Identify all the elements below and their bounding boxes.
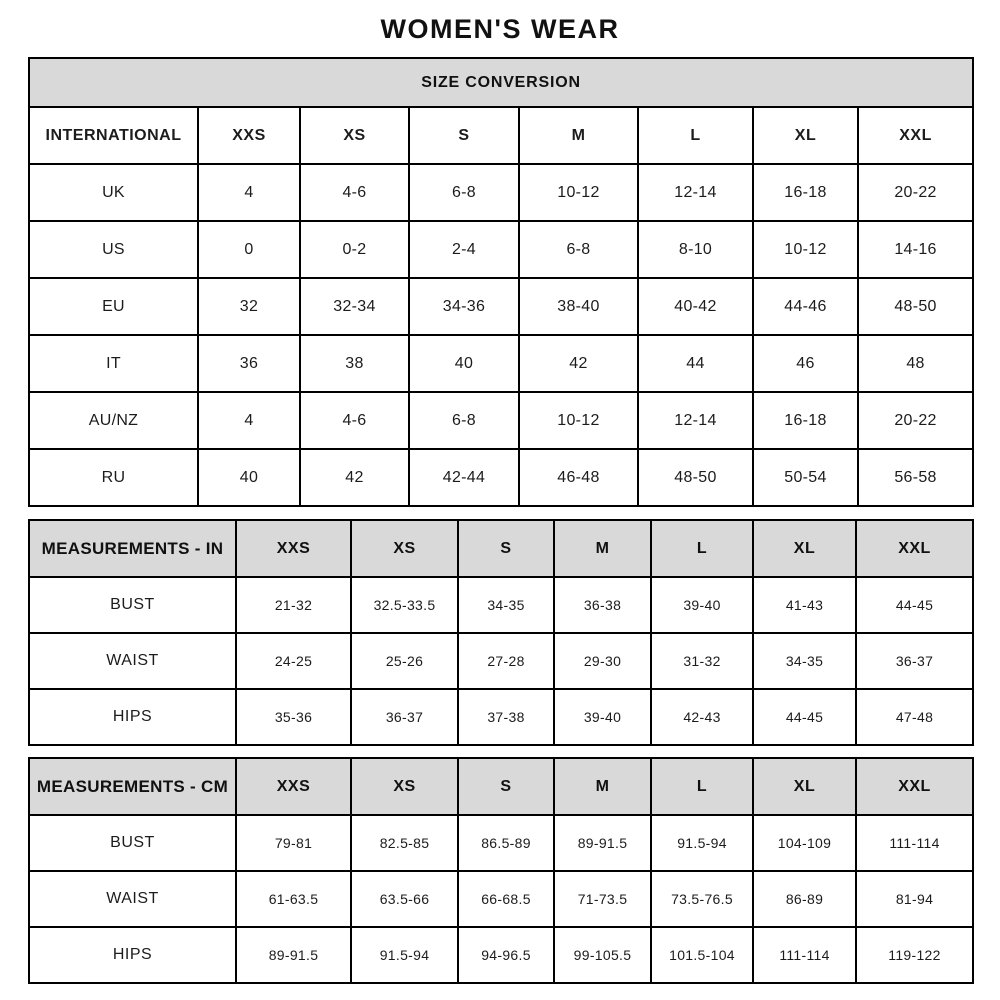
data-cell: 79-81: [236, 815, 351, 871]
row-label-cell: WAIST: [29, 633, 236, 689]
page-title: WOMEN'S WEAR: [380, 14, 620, 44]
column-header-row: [29, 107, 973, 164]
data-cell: 39-40: [554, 689, 651, 745]
data-cell: 32.5-33.5: [351, 577, 458, 633]
size-conversion-table: [28, 57, 974, 507]
data-cell: 61-63.5: [236, 871, 351, 927]
data-cell: 38-40: [519, 278, 638, 335]
row-label-cell: UK: [29, 164, 198, 221]
column-header-row: [29, 758, 973, 815]
data-cell: 91.5-94: [651, 815, 753, 871]
col-header-cell: XS: [351, 758, 458, 815]
data-cell: 89-91.5: [554, 815, 651, 871]
data-cell: 40-42: [638, 278, 753, 335]
data-cell: 12-14: [638, 164, 753, 221]
data-cell: 38: [300, 335, 409, 392]
data-cell: 81-94: [856, 871, 973, 927]
table-row: [29, 689, 973, 745]
data-cell: 34-35: [458, 577, 554, 633]
data-cell: 12-14: [638, 392, 753, 449]
col-header-cell: XXS: [236, 758, 351, 815]
data-cell: 101.5-104: [651, 927, 753, 983]
data-cell: 44-45: [856, 577, 973, 633]
row-label-cell: WAIST: [29, 871, 236, 927]
data-cell: 2-4: [409, 221, 519, 278]
data-cell: 42-43: [651, 689, 753, 745]
data-cell: 47-48: [856, 689, 973, 745]
data-cell: 44-46: [753, 278, 858, 335]
row-label-cell: BUST: [29, 577, 236, 633]
data-cell: 46: [753, 335, 858, 392]
data-cell: 36: [198, 335, 300, 392]
data-cell: 46-48: [519, 449, 638, 506]
data-cell: 41-43: [753, 577, 856, 633]
table-gap: [0, 746, 1000, 757]
data-cell: 24-25: [236, 633, 351, 689]
col-header-cell: INTERNATIONAL: [29, 107, 198, 164]
data-cell: 104-109: [753, 815, 856, 871]
col-header-cell: S: [458, 758, 554, 815]
col-header-cell: L: [651, 758, 753, 815]
data-cell: 86.5-89: [458, 815, 554, 871]
data-cell: 56-58: [858, 449, 973, 506]
row-label-cell: RU: [29, 449, 198, 506]
data-cell: 66-68.5: [458, 871, 554, 927]
data-cell: 4-6: [300, 164, 409, 221]
data-cell: 16-18: [753, 164, 858, 221]
col-header-cell: L: [638, 107, 753, 164]
data-cell: 36-38: [554, 577, 651, 633]
data-cell: 25-26: [351, 633, 458, 689]
col-header-cell: XS: [351, 520, 458, 577]
data-cell: 6-8: [409, 164, 519, 221]
col-header-cell: M: [554, 520, 651, 577]
data-cell: 73.5-76.5: [651, 871, 753, 927]
col-header-cell: L: [651, 520, 753, 577]
table-row: [29, 335, 973, 392]
data-cell: 111-114: [753, 927, 856, 983]
table-row: [29, 815, 973, 871]
col-header-cell: XL: [753, 107, 858, 164]
data-cell: 27-28: [458, 633, 554, 689]
data-cell: 0-2: [300, 221, 409, 278]
size-conversion-title-cell: SIZE CONVERSION: [29, 58, 973, 107]
table-row: [29, 392, 973, 449]
data-cell: 111-114: [856, 815, 973, 871]
col-header-cell: S: [458, 520, 554, 577]
row-label-cell: EU: [29, 278, 198, 335]
col-header-cell: XL: [753, 520, 856, 577]
row-label-cell: US: [29, 221, 198, 278]
data-cell: 37-38: [458, 689, 554, 745]
data-cell: 4: [198, 164, 300, 221]
table-row: [29, 577, 973, 633]
data-cell: 91.5-94: [351, 927, 458, 983]
data-cell: 32: [198, 278, 300, 335]
data-cell: 21-32: [236, 577, 351, 633]
data-cell: 10-12: [519, 164, 638, 221]
data-cell: 35-36: [236, 689, 351, 745]
data-cell: 29-30: [554, 633, 651, 689]
table-header-row: [29, 58, 973, 107]
row-label-cell: HIPS: [29, 927, 236, 983]
col-header-cell: XXL: [856, 758, 973, 815]
data-cell: 4: [198, 392, 300, 449]
data-cell: 20-22: [858, 164, 973, 221]
data-cell: 119-122: [856, 927, 973, 983]
data-cell: 48-50: [638, 449, 753, 506]
data-cell: 16-18: [753, 392, 858, 449]
col-header-cell: XXS: [198, 107, 300, 164]
data-cell: 0: [198, 221, 300, 278]
data-cell: 94-96.5: [458, 927, 554, 983]
table-row: [29, 633, 973, 689]
row-label-cell: IT: [29, 335, 198, 392]
data-cell: 40: [198, 449, 300, 506]
data-cell: 6-8: [409, 392, 519, 449]
measurements-in-table: [28, 519, 974, 746]
data-cell: 32-34: [300, 278, 409, 335]
data-cell: 34-35: [753, 633, 856, 689]
column-header-row: [29, 520, 973, 577]
col-header-cell: XXS: [236, 520, 351, 577]
table-row: [29, 871, 973, 927]
table-row: [29, 449, 973, 506]
table-gap: [0, 507, 1000, 519]
row-label-cell: BUST: [29, 815, 236, 871]
data-cell: 34-36: [409, 278, 519, 335]
table-row: [29, 221, 973, 278]
data-cell: 86-89: [753, 871, 856, 927]
data-cell: 99-105.5: [554, 927, 651, 983]
table-row: [29, 927, 973, 983]
table-row: [29, 278, 973, 335]
col-header-cell: M: [554, 758, 651, 815]
data-cell: 44: [638, 335, 753, 392]
measurements-cm-title-cell: MEASUREMENTS - CM: [29, 758, 236, 815]
data-cell: 89-91.5: [236, 927, 351, 983]
data-cell: 4-6: [300, 392, 409, 449]
row-label-cell: HIPS: [29, 689, 236, 745]
row-label-cell: AU/NZ: [29, 392, 198, 449]
measurements-cm-table: [28, 757, 974, 984]
table-row: [29, 164, 973, 221]
col-header-cell: XL: [753, 758, 856, 815]
data-cell: 42: [300, 449, 409, 506]
data-cell: 71-73.5: [554, 871, 651, 927]
col-header-cell: XS: [300, 107, 409, 164]
data-cell: 20-22: [858, 392, 973, 449]
data-cell: 42: [519, 335, 638, 392]
data-cell: 48-50: [858, 278, 973, 335]
data-cell: 40: [409, 335, 519, 392]
data-cell: 63.5-66: [351, 871, 458, 927]
col-header-cell: S: [409, 107, 519, 164]
col-header-cell: XXL: [858, 107, 973, 164]
data-cell: 82.5-85: [351, 815, 458, 871]
data-cell: 39-40: [651, 577, 753, 633]
col-header-cell: M: [519, 107, 638, 164]
data-cell: 36-37: [351, 689, 458, 745]
data-cell: 14-16: [858, 221, 973, 278]
data-cell: 10-12: [519, 392, 638, 449]
data-cell: 36-37: [856, 633, 973, 689]
data-cell: 42-44: [409, 449, 519, 506]
measurements-in-title-cell: MEASUREMENTS - IN: [29, 520, 236, 577]
col-header-cell: XXL: [856, 520, 973, 577]
data-cell: 31-32: [651, 633, 753, 689]
data-cell: 8-10: [638, 221, 753, 278]
data-cell: 6-8: [519, 221, 638, 278]
data-cell: 10-12: [753, 221, 858, 278]
data-cell: 44-45: [753, 689, 856, 745]
data-cell: 48: [858, 335, 973, 392]
data-cell: 50-54: [753, 449, 858, 506]
